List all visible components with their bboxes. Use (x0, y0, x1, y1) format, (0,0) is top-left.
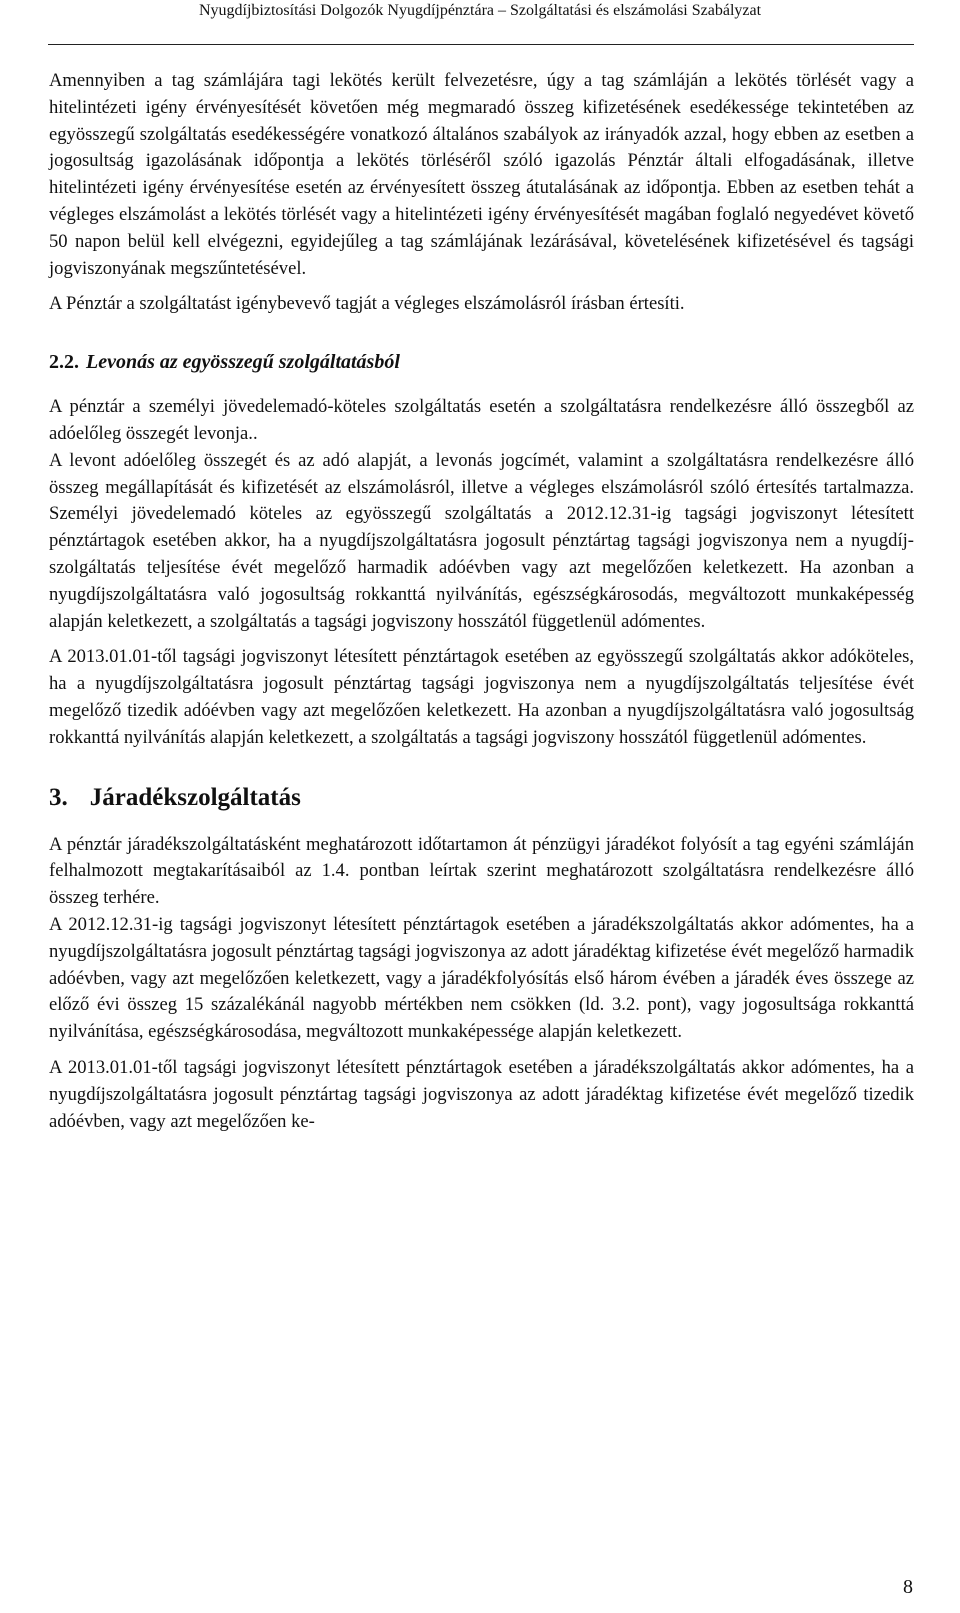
section-number: 2.2. (49, 351, 79, 374)
page-number: 8 (903, 1576, 913, 1598)
section-number: 3. (49, 783, 68, 811)
document-body (49, 68, 914, 1135)
paragraph: A levont adóelőleg összegét és az adó alapját, a levonás jogcímét, valamint a szolgáltatásra rendelkezésre álló összeg megállapítását és kifizetését az elszámolásról, illetve a végleges elszámolásról szóló értesítés tartalmazza. Személyi jövedelemadó köteles az egyösszegű szolgáltatás a 2012.12.31-ig tagsági jogviszonyt létesített pénztártagok esetében akkor, ha a nyugdíjszolgáltatásra jogosult pénztártag tagsági jogviszonya nem a nyugdíjszolgáltatás teljesítése évét megelőző harmadik adóévben vagy azt megelőzően keletkezett. Ha azonban a nyugdíjszolgáltatásra való jogosultság rokkanttá nyilvánítás, egészségkárosodás, megváltozott munkaképesség alapján keletkezett, a szolgáltatás a tagsági jogviszony hosszától függetlenül adómentes. (49, 449, 914, 632)
paragraph: A pénztár járadékszolgáltatásként meghatározott időtartamon át pénzügyi járadékot folyósít a tag egyéni számláján felhalmozott megtakarításaiból az 1.4. pontban leírtak szerint meghatározott szolgáltatásra rendelkezésre álló összeg terhére. (49, 833, 914, 909)
section-title: Levonás az egyösszegű szolgáltatásból (86, 351, 400, 374)
paragraph: A 2012.12.31-ig tagsági jogviszonyt létesített pénztártagok esetében a járadékszolgáltatás akkor adómentes, ha a nyugdíjszolgáltatásra jogosult pénztártag tagsági jogviszonya az adott járadéktag kifizetése évét megelőző harmadik adóévben, vagy azt megelőzően keletkezett, vagy a járadékfolyósítás első három évében a járadék éves összege az előző évi összeg 15 százalékánál nagyobb mértékben nem csökken (ld. 3.2. pont), vagy jogosultsága rokkanttá nyilvánítása, egészségkárosodása, megváltozott munkaképessége alapján keletkezett. (49, 913, 914, 1043)
paragraph: A 2013.01.01-től tagsági jogviszonyt létesített pénztártagok esetében az egyösszegű szolgáltatás akkor adóköteles, ha a nyugdíjszolgáltatásra jogosult pénztártag tagsági jogviszonya nem a nyugdíjszolgáltatás teljesítése évét megelőző tizedik adóévben vagy azt megelőzően keletkezett. Ha azonban a nyugdíjszolgáltatásra való jogosultság rokkanttá nyilvánítás alapján keletkezett, a szolgáltatás a tagsági jogviszony hosszától függetlenül adómentes. (49, 646, 914, 748)
paragraph: A Pénztár a szolgáltatást igénybevevő tagját a végleges elszámolásról írásban értesíti. (49, 293, 685, 315)
section-heading-3 (49, 782, 914, 814)
paragraph: A 2013.01.01-től tagsági jogviszonyt létesített pénztártagok esetében a járadékszolgáltatás akkor adómentes, ha a nyugdíjszolgáltatásra jogosult pénztártag tagsági jogviszonya az adott járadéktag kifizetése évét megelőző tizedik adóévben, vagy azt megelőzően ke- (49, 1056, 914, 1132)
paragraph: A pénztár a személyi jövedelemadó-köteles szolgáltatás esetén a szolgáltatásra rendelkezésre álló összegből az adóelőleg összegét levonja.. (49, 396, 914, 444)
section-title: Járadékszolgáltatás (89, 783, 301, 811)
paragraph: Amennyiben a tag számlájára tagi lekötés került felvezetésre, úgy a tag számláján a lekötés törlését vagy a hitelintézeti igény érvényesítését követően még megmaradó összeg kifizetésének esedékessége tekintetében az egyösszegű szolgáltatás esedékességére vonatkozó általános szabályok az irányadók azzal, hogy ebben az esetben a jogosultság igazolásának időpontja a lekötés törléséről szóló igazolás Pénztár általi elfogadásának, illetve hitelintézeti igény érvényesítése esetén az érvényesített összeg átutalásának az időpontja. Ebben az esetben tehát a végleges elszámolást a lekötés törlését vagy a hitelintézeti igény érvényesítését magában foglaló negyedévet követő 50 napon belül kell elvégezni, egyidejűleg a tag számlájának lezárásával, követelésének kifizetésével és tagsági jogviszonyának megszűntetésével. (49, 70, 914, 279)
page-header: Nyugdíjbiztosítási Dolgozók Nyugdíjpénztára – Szolgáltatási és elszámolási Szabályzat (198, 2, 762, 19)
section-heading-2-2 (49, 348, 914, 376)
header-divider (48, 44, 914, 45)
